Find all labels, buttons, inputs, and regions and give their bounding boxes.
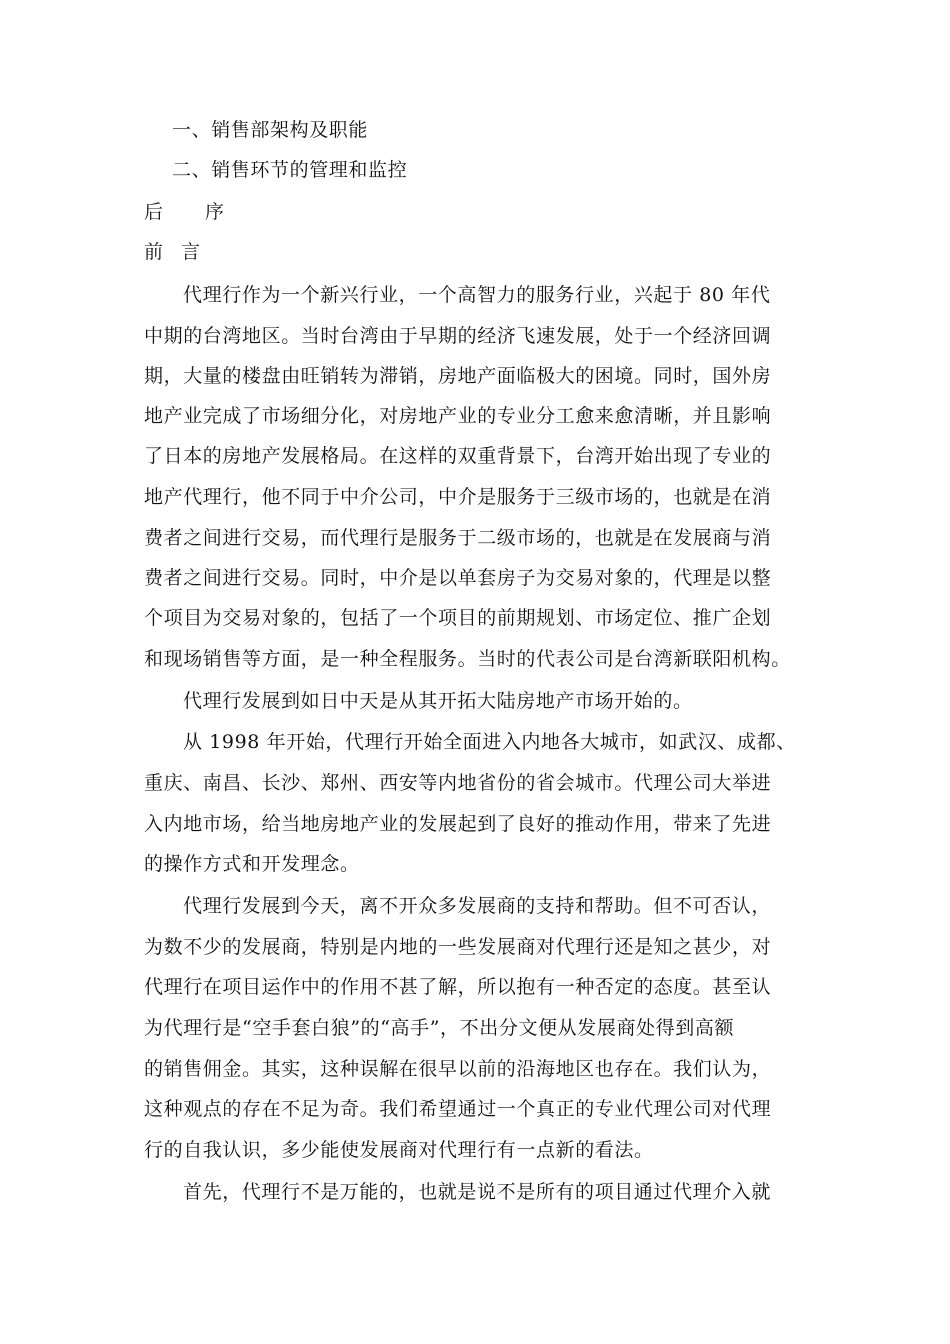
- paragraph-4-line-6: 这种观点的存在不足为奇。我们希望通过一个真正的专业代理公司对代理: [144, 1098, 772, 1120]
- afterword-heading: [144, 200, 224, 224]
- paragraph-3-line-2: 重庆、南昌、长沙、郑州、西安等内地省份的省会城市。代理公司大举进: [144, 772, 772, 794]
- paragraph-1-line-9: 个项目为交易对象的，包括了一个项目的前期规划、市场定位、推广企划: [144, 607, 772, 629]
- paragraph-3-line-3: 入内地市场，给当地房地产业的发展起到了良好的推动作用，带来了先进: [144, 813, 772, 835]
- paragraph-4-line-2: 为数不少的发展商，特别是内地的一些发展商对代理行还是知之甚少，对: [144, 936, 772, 958]
- paragraph-1-line-6: 地产代理行，他不同于中介公司，中介是服务于三级市场的，也就是在消: [144, 486, 772, 508]
- paragraph-4-line-7: 行的自我认识，多少能使发展商对代理行有一点新的看法。: [144, 1139, 654, 1161]
- paragraph-4-line-4: 为代理行是“空手套白狼”的“高手”，不出分文便从发展商处得到高额: [144, 1017, 735, 1039]
- paragraph-1-line-2: 中期的台湾地区。当时台湾由于早期的经济飞速发展，处于一个经济回调: [144, 325, 772, 347]
- afterword-heading-char-1: 后: [144, 201, 164, 223]
- paragraph-4-line-1: 代理行发展到今天，离不开众多发展商的支持和帮助。但不可否认，: [183, 895, 772, 917]
- paragraph-1-line-4: 地产业完成了市场细分化，对房地产业的专业分工愈来愈清晰，并且影响: [144, 405, 772, 427]
- paragraph-3-line-4: 的操作方式和开发理念。: [144, 853, 360, 875]
- paragraph-1-line-10: 和现场销售等方面，是一种全程服务。当时的代表公司是台湾新联阳机构。: [144, 648, 791, 670]
- toc-item-2: 二、销售环节的管理和监控: [172, 159, 408, 181]
- paragraph-1-line-3: 期，大量的楼盘由旺销转为滞销，房地产面临极大的困境。同时，国外房: [144, 365, 772, 387]
- preface-heading-char-1: 前: [144, 241, 164, 263]
- paragraph-4-line-5: 的销售佣金。其实，这种误解在很早以前的沿海地区也存在。我们认为，: [144, 1058, 772, 1080]
- preface-heading-char-2: 言: [181, 241, 201, 263]
- paragraph-3-line-1: 从 1998 年开始，代理行开始全面进入内地各大城市，如武汉、成都、: [183, 731, 796, 753]
- paragraph-4-line-3: 代理行在项目运作中的作用不甚了解，所以抱有一种否定的态度。甚至认: [144, 976, 772, 998]
- paragraph-1-line-8: 费者之间进行交易。同时，中介是以单套房子为交易对象的，代理是以整: [144, 567, 772, 589]
- paragraph-1-line-1: 代理行作为一个新兴行业，一个高智力的服务行业，兴起于 80 年代: [183, 284, 771, 306]
- paragraph-2-line-1: 代理行发展到如日中天是从其开拓大陆房地产市场开始的。: [183, 690, 693, 712]
- toc-item-1: 一、销售部架构及职能: [172, 119, 369, 141]
- preface-heading: [144, 240, 200, 264]
- afterword-heading-char-2: 序: [205, 201, 225, 223]
- paragraph-1-line-7: 费者之间进行交易，而代理行是服务于二级市场的，也就是在发展商与消: [144, 527, 772, 549]
- paragraph-1-line-5: 了日本的房地产发展格局。在这样的双重背景下，台湾开始出现了专业的: [144, 445, 772, 467]
- paragraph-5-line-1: 首先，代理行不是万能的，也就是说不是所有的项目通过代理介入就: [183, 1181, 772, 1203]
